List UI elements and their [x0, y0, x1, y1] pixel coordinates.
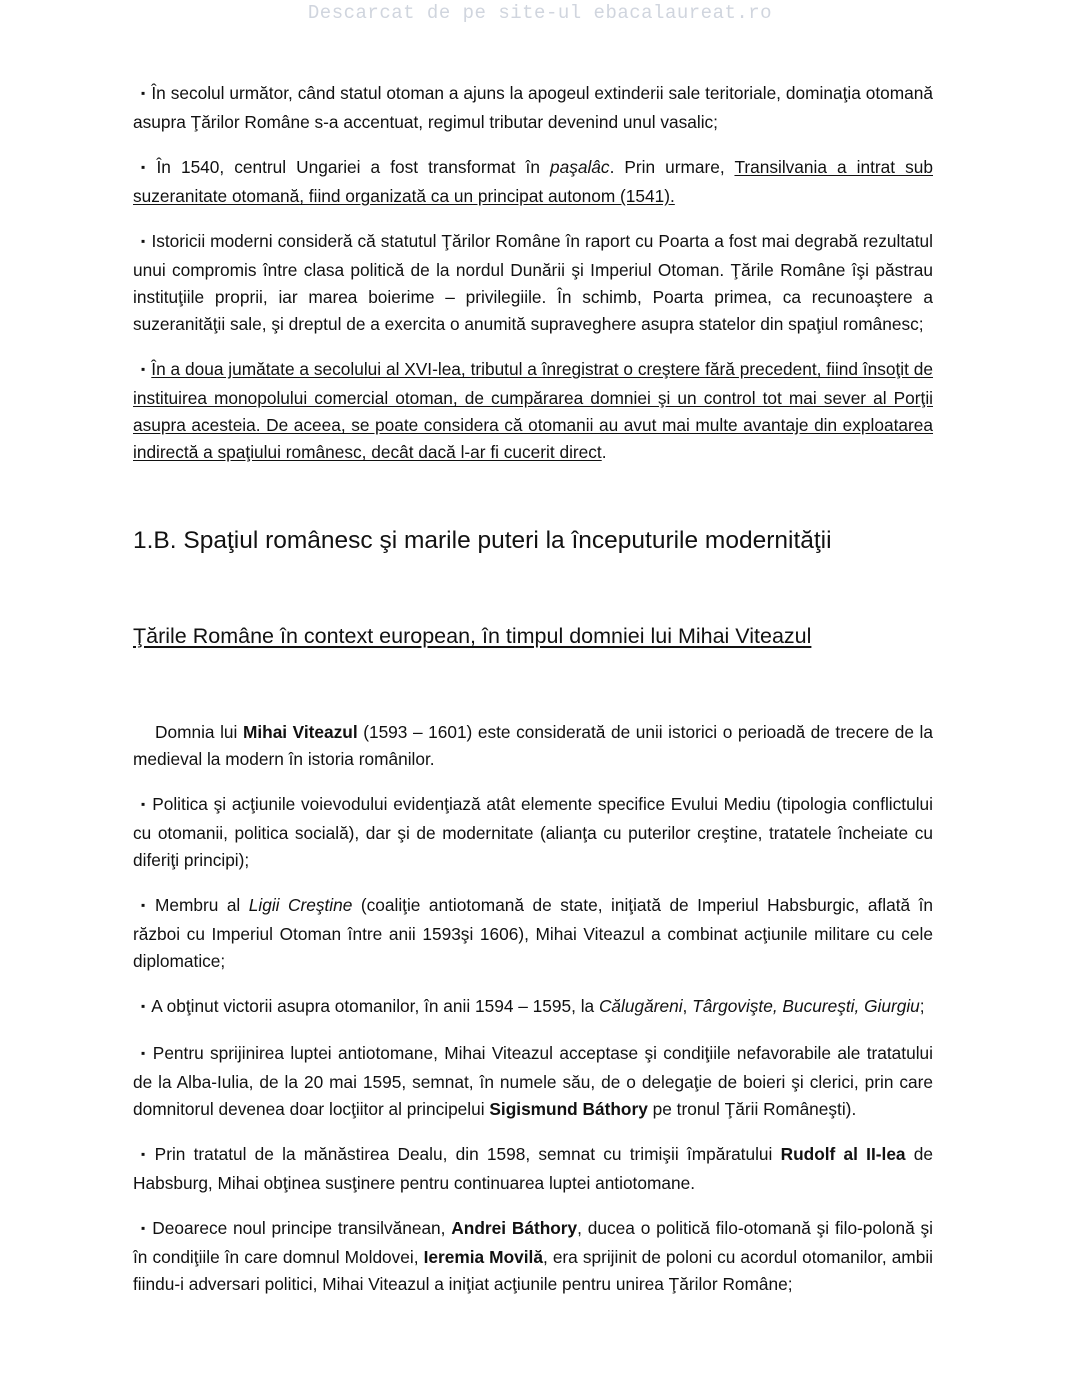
bullet-icon: ▪ [141, 898, 149, 912]
subsection-title: Ţările Române în context european, în timpul domniei lui Mihai Viteazul [133, 624, 812, 648]
underlined-text: În a doua jumătate a secolului al XVI-lea, tributul a înregistrat o creştere fără precedent, fiind însoţit de instituirea monopolului comercial otoman, de cumpărarea domniei şi un control tot mai sever al Porţii asupra acesteia. De aceea, se poate considera că otomanii au avut mai multe avantaje din exploatarea indirectă a spaţiului românesc, decât dacă l-ar fi cucerit direct [133, 359, 933, 462]
section-title: 1.B. Spaţiul românesc şi marile puteri la începuturile modernităţii [133, 527, 832, 554]
bullet-icon: ▪ [141, 797, 147, 811]
paragraph-dealu-treaty: ▪ Prin tratatul de la mănăstirea Dealu, din 1598, semnat cu trimişii împăratului Rudolf al II-lea de Habsburg, Mihai obţinea susţinere pentru continuarea luptei antiotomane. [133, 1144, 933, 1193]
bullet-icon: ▪ [141, 1147, 149, 1161]
paragraph-christian-league: ▪ Membru al Ligii Creştine (coaliţie antiotomană de state, iniţiată de Imperiul Habsburgic, aflată în război cu Imperiul Otoman între anii 1593şi 1606), Mihai Viteazul a combinat acţiunile militare cu cele diplomatice; [133, 895, 934, 971]
paragraph-compromise: ▪ Istoricii moderni consideră că statutul Ţărilor Române în raport cu Poarta a fost mai degrabă rezultatul unui compromis între clasa politică de la nordul Dunării şi Imperiul Otoman. Ţările Române îşi păstrau instituţiile proprii, iar marea boierime – privilegiile. În schimb, Poarta primea, ca recunoaştere a suzeranităţii sale, şi dreptul de a exercita o anumită supraveghere asupra statelor din spaţiul românesc; [133, 231, 933, 334]
paragraph-pasalac: ▪ În 1540, centrul Ungariei a fost transformat în paşalâc. Prin urmare, Transilvania a intrat sub suzeranitate otomană, fiind organizată ca un principat autonom (1541). [133, 157, 933, 206]
watermark: Descarcat de pe site-ul ebacalaureat.ro [307, 2, 773, 24]
paragraph-policy: ▪ Politica şi acţiunile voievodului evidenţiază atât elemente specifice Evului Mediu (tipologia conflictului cu otomanii, politica socială), dar şi de modernitate (alianţa cu puterilor creştine, tratatele încheiate cu diferiţi principi); [133, 794, 933, 870]
bullet-icon: ▪ [141, 1046, 147, 1060]
bullet-icon: ▪ [141, 160, 151, 174]
paragraph-alba-iulia-treaty: ▪ Pentru sprijinirea luptei antiotomane, Mihai Viteazul acceptase şi condiţiile nefavorabile ale tratatului de la Alba-Iulia, de la 20 mai 1595, semnat, în numele său, de o delegaţie de boieri şi clerici, prin care domnitorul devenea doar locţiitor al principelui Sigismund Báthory pe tronul Ţării Româneşti). [133, 1043, 933, 1119]
paragraph-vassal-regime: ▪ În secolul următor, când statul otoman a ajuns la apogeul extinderii sale teritoriale, dominaţia otomană asupra Ţărilor Române s-a accentuat, regimul tributar devenind unul vasalic; [133, 83, 933, 132]
paragraph-reign-intro: Domnia lui Mihai Viteazul (1593 – 1601) este considerată de unii istorici o perioadă de trecere de la medieval la modern în istoria românilor. [133, 722, 933, 769]
paragraph-tribute-growth: ▪ În a doua jumătate a secolului al XVI-lea, tributul a înregistrat o creştere fără precedent, fiind însoţit de instituirea monopolului comercial otoman, de cumpărarea domniei şi un control tot mai sever al Porţii asupra acesteia. De aceea, se poate considera că otomanii au avut mai multe avantaje din exploatarea indirectă a spaţiului românesc, decât dacă l-ar fi cucerit direct. [133, 359, 933, 462]
paragraph-union-actions: ▪ Deoarece noul principe transilvănean, Andrei Báthory, ducea o politică filo-otomană şi filo-polonă şi în condiţiile în care domnul Moldovei, Ieremia Movilă, era sprijinit de poloni cu acordul otomanilor, ambii fiindu-i adversari politici, Mihai Viteazul a iniţiat acţiunile pentru unirea Ţărilor Române; [133, 1218, 934, 1294]
paragraph-victories: ▪ A obţinut victorii asupra otomanilor, în anii 1594 – 1595, la Călugăreni, Târgovişte, Bucureşti, Giurgiu; [141, 996, 925, 1016]
bullet-icon: ▪ [141, 1221, 147, 1235]
bullet-icon: ▪ [141, 999, 146, 1013]
underlined-text: Transilvania a intrat sub suzeranitate otomană, fiind organizată ca un principat autonom (1541). [133, 157, 933, 206]
bullet-icon: ▪ [141, 86, 146, 100]
bullet-icon: ▪ [141, 362, 146, 376]
bullet-icon: ▪ [141, 234, 146, 248]
document-page [133, 80, 933, 1316]
